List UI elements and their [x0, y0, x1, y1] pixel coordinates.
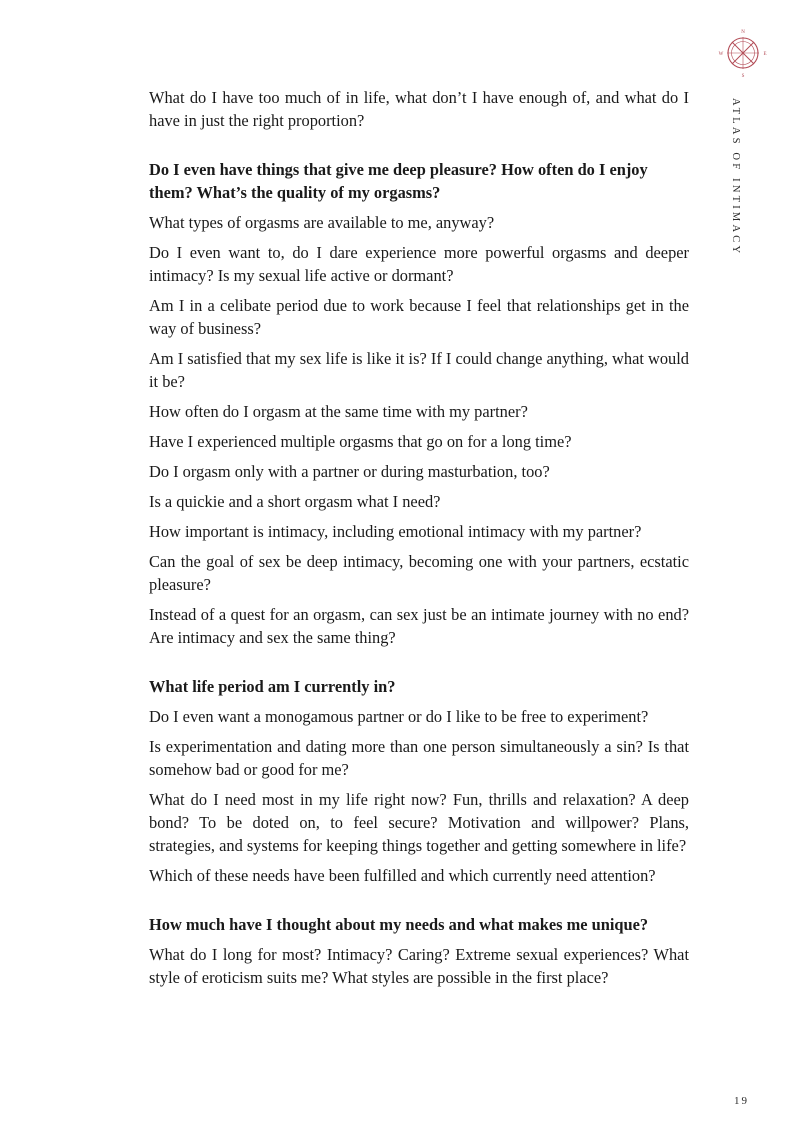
- body-paragraph: Am I satisfied that my sex life is like it is? If I could change anything, what would it be?: [149, 349, 689, 391]
- compass-letter-s: S: [741, 74, 745, 78]
- body-paragraph: What do I have too much of in life, what don’t I have enough of, and what do I have in just the right proportion?: [149, 88, 689, 130]
- body-paragraph: What do I need most in my life right now? Fun, thrills and relaxation? A deep bond? To be doted on, to feel secure? Motivation and willpower? Plans, strategies, and systems for keeping things together and getting somewhere in life?: [149, 790, 689, 855]
- body-paragraph: How often do I orgasm at the same time with my partner?: [149, 402, 528, 421]
- body-paragraph: How important is intimacy, including emotional intimacy with my partner?: [149, 522, 642, 541]
- page-body: [149, 86, 689, 996]
- body-paragraph: Am I in a celibate period due to work because I feel that relationships get in the way of business?: [149, 296, 689, 338]
- compass-letter-w: W: [718, 52, 724, 57]
- section-heading: How much have I thought about my needs and what makes me unique?: [149, 915, 649, 934]
- body-paragraph: What do I long for most? Intimacy? Caring? Extreme sexual experiences? What style of eroticism suits me? What styles are possible in the first place?: [149, 945, 689, 987]
- body-paragraph: Do I even want to, do I dare experience more powerful orgasms and deeper intimacy? Is my sexual life active or dormant?: [149, 243, 689, 285]
- body-paragraph: Have I experienced multiple orgasms that go on for a long time?: [149, 432, 572, 451]
- section-heading: Do I even have things that give me deep pleasure? How often do I enjoy them? What’s the quality of my orgasms?: [149, 160, 648, 202]
- compass-letter-n: N: [741, 30, 745, 35]
- body-paragraph: Can the goal of sex be deep intimacy, becoming one with your partners, ecstatic pleasure?: [149, 552, 689, 594]
- body-paragraph: Is experimentation and dating more than one person simultaneously a sin? Is that somehow bad or good for me?: [149, 737, 689, 779]
- body-paragraph: Do I orgasm only with a partner or during masturbation, too?: [149, 462, 550, 481]
- body-paragraph: What types of orgasms are available to me, anyway?: [149, 213, 495, 232]
- running-header-title: ATLAS OF INTIMACY: [730, 98, 741, 257]
- page-number: 19: [734, 1095, 749, 1107]
- body-paragraph: Instead of a quest for an orgasm, can sex just be an intimate journey with no end? Are intimacy and sex the same thing?: [149, 605, 689, 647]
- body-paragraph: Which of these needs have been fulfilled and which currently need attention?: [149, 866, 656, 885]
- body-paragraph: Do I even want a monogamous partner or do I like to be free to experiment?: [149, 707, 649, 726]
- body-paragraph: Is a quickie and a short orgasm what I need?: [149, 492, 441, 511]
- compass-rose-icon: [718, 28, 768, 78]
- compass-letter-e: E: [763, 52, 767, 57]
- section-heading: What life period am I currently in?: [149, 677, 396, 696]
